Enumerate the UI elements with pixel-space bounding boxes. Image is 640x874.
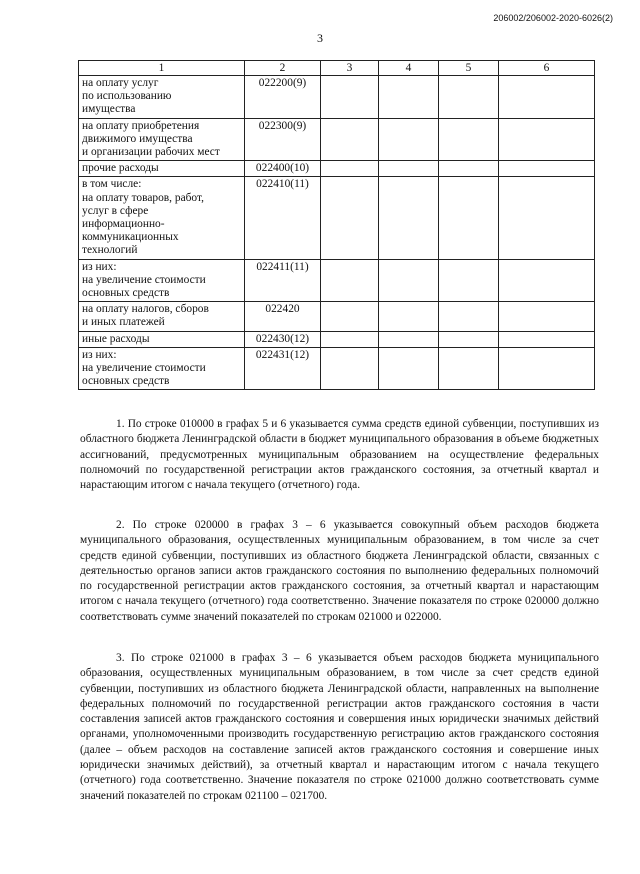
row-label: на оплату услуг по использованию имущества bbox=[79, 76, 245, 119]
cell-col-5 bbox=[439, 331, 499, 347]
cell-col-4 bbox=[379, 331, 439, 347]
cell-col-6 bbox=[499, 177, 595, 259]
cell-col-3 bbox=[321, 177, 379, 259]
cell-col-4 bbox=[379, 259, 439, 302]
column-header-2: 2 bbox=[245, 61, 321, 76]
table-row bbox=[79, 161, 595, 177]
cell-col-4 bbox=[379, 118, 439, 161]
page-number: 3 bbox=[317, 31, 323, 45]
cell-col-5 bbox=[439, 259, 499, 302]
row-code: 022411(11) bbox=[245, 259, 321, 302]
row-label: из них: на увеличение стоимости основных средств bbox=[79, 347, 245, 390]
cell-col-4 bbox=[379, 177, 439, 259]
cell-col-3 bbox=[321, 118, 379, 161]
row-code: 022400(10) bbox=[245, 161, 321, 177]
row-code: 022430(12) bbox=[245, 331, 321, 347]
cell-col-4 bbox=[379, 347, 439, 390]
row-code: 022200(9) bbox=[245, 76, 321, 119]
column-header-5: 5 bbox=[439, 61, 499, 76]
table-row bbox=[79, 177, 595, 259]
row-label: на оплату налогов, сборов и иных платежей bbox=[79, 302, 245, 331]
cell-col-5 bbox=[439, 161, 499, 177]
cell-col-3 bbox=[321, 161, 379, 177]
table-header-row bbox=[79, 61, 595, 76]
cell-col-5 bbox=[439, 118, 499, 161]
row-label: прочие расходы bbox=[79, 161, 245, 177]
table-row bbox=[79, 302, 595, 331]
table-row bbox=[79, 76, 595, 119]
row-label: из них: на увеличение стоимости основных средств bbox=[79, 259, 245, 302]
cell-col-6 bbox=[499, 76, 595, 119]
cell-col-5 bbox=[439, 177, 499, 259]
row-code: 022420 bbox=[245, 302, 321, 331]
cell-col-5 bbox=[439, 76, 499, 119]
cell-col-3 bbox=[321, 331, 379, 347]
row-code: 022410(11) bbox=[245, 177, 321, 259]
cell-col-6 bbox=[499, 331, 595, 347]
cell-col-5 bbox=[439, 347, 499, 390]
column-header-6: 6 bbox=[499, 61, 595, 76]
column-header-1: 1 bbox=[79, 61, 245, 76]
table-row bbox=[79, 331, 595, 347]
paragraph-3: 3. По строке 021000 в графах 3 – 6 указывается объем расходов бюджета муниципального образования, осуществленных муниципальным образованием, в том числе за счет средств единой субвенции, поступивших из областного бюджета Ленинградской области, направленных на выполнение федеральных полномочий по государственной регистрации актов гражданского состояния в части составления записей актов гражданского состояния и совершения иных юридически значимых действий органами, уполномоченными производить государственную регистрацию актов гражданского состояния (далее – объем расходов на составление записей актов гражданского состояния и совершение иных юридически значимых действий), за отчетный квартал и нарастающим итогом с начала текущего (отчетного) года соответственно. Значение показателя по строке 021000 должно соответствовать сумме значений показателей по строкам 021100 – 021700. bbox=[80, 652, 599, 802]
table-row bbox=[79, 259, 595, 302]
row-label: в том числе: на оплату товаров, работ, услуг в сфере информационно- коммуникационных технологий bbox=[79, 177, 245, 259]
paragraph-2: 2. По строке 020000 в графах 3 – 6 указывается совокупный объем расходов бюджета муниципального образования, осуществленных муниципальным образованием, в том числе за счет средств единой субвенции, поступивших из областного бюджета Ленинградской области, связанных с деятельностью органов записи актов гражданского состояния по выполнению федеральных полномочий по государственной регистрации актов гражданского состояния, за отчетный квартал и нарастающим итогом с начала текущего (отчетного) года соответственно. Значение показателя по строке 020000 должно соответствовать сумме значений показателей по строкам 021000 и 022000. bbox=[80, 519, 599, 623]
cell-col-6 bbox=[499, 259, 595, 302]
column-header-3: 3 bbox=[321, 61, 379, 76]
cell-col-4 bbox=[379, 76, 439, 119]
cell-col-6 bbox=[499, 161, 595, 177]
cell-col-6 bbox=[499, 347, 595, 390]
cell-col-4 bbox=[379, 161, 439, 177]
row-label: на оплату приобретения движимого имущества и организации рабочих мест bbox=[79, 118, 245, 161]
row-code: 022300(9) bbox=[245, 118, 321, 161]
document-code: 206002/206002-2020-6026(2) bbox=[493, 13, 613, 23]
table-row bbox=[79, 347, 595, 390]
paragraph-1: 1. По строке 010000 в графах 5 и 6 указывается сумма средств единой субвенции, поступивших из областного бюджета Ленинградской области в бюджет муниципального образования в объеме бюджетных ассигнований, предусмотренных муниципальным образованием на осуществление федеральных полномочий по государственной регистрации актов гражданского состояния, за отчетный квартал и нарастающим итогом с начала текущего (отчетного) года. bbox=[80, 418, 599, 492]
cell-col-3 bbox=[321, 302, 379, 331]
cell-col-4 bbox=[379, 302, 439, 331]
cell-col-5 bbox=[439, 302, 499, 331]
cell-col-3 bbox=[321, 259, 379, 302]
expenses-table bbox=[78, 60, 595, 390]
row-code: 022431(12) bbox=[245, 347, 321, 390]
cell-col-6 bbox=[499, 302, 595, 331]
column-header-4: 4 bbox=[379, 61, 439, 76]
cell-col-3 bbox=[321, 347, 379, 390]
cell-col-3 bbox=[321, 76, 379, 119]
row-label: иные расходы bbox=[79, 331, 245, 347]
cell-col-6 bbox=[499, 118, 595, 161]
table-row bbox=[79, 118, 595, 161]
